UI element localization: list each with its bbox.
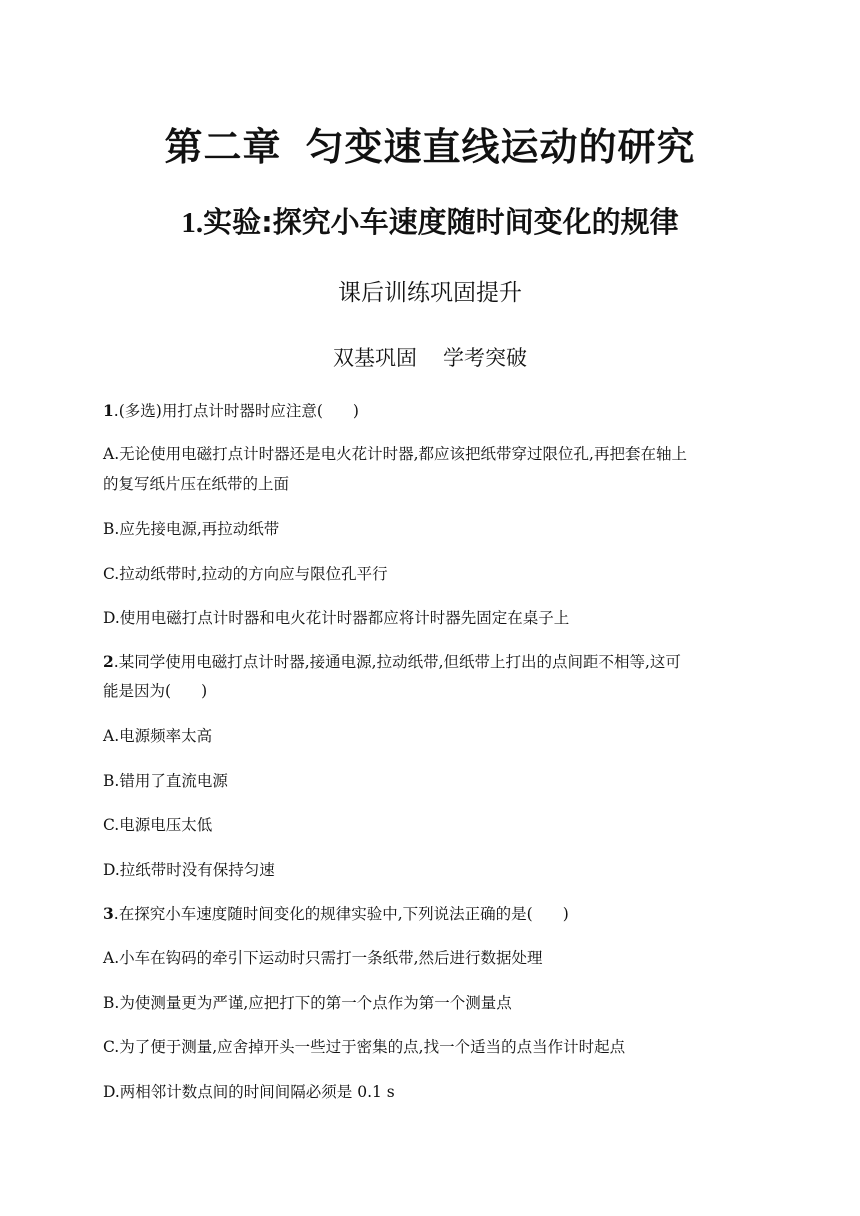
section-number: 1. bbox=[181, 207, 204, 239]
chapter-label: 第二章 bbox=[164, 125, 282, 169]
question-1-option-c: C.拉动纸带时,拉动的方向应与限位孔平行 bbox=[103, 565, 388, 583]
question-1-option-a-cont: 的复写纸片压在纸带的上面 bbox=[103, 475, 290, 493]
question-1-option-b: B.应先接电源,再拉动纸带 bbox=[103, 520, 280, 538]
subtitle: 课后训练巩固提升 bbox=[338, 280, 522, 306]
question-2-option-c: C.电源电压太低 bbox=[103, 816, 213, 834]
part-a-label: 双基巩固 bbox=[333, 346, 417, 370]
question-3-option-b: B.为使测量更为严谨,应把打下的第一个点作为第一个测量点 bbox=[103, 994, 512, 1012]
section-title bbox=[0, 200, 860, 241]
question-1-option-a: A.无论使用电磁打点计时器还是电火花计时器,都应该把纸带穿过限位孔,再把套在轴上 bbox=[103, 445, 687, 463]
question-2-option-a: A.电源频率太高 bbox=[103, 727, 213, 745]
question-number: 3 bbox=[103, 904, 114, 923]
question-number: 1 bbox=[103, 401, 114, 420]
question-2-stem-cont: 能是因为( ) bbox=[103, 682, 208, 700]
question-2-stem: 2.某同学使用电磁打点计时器,接通电源,拉动纸带,但纸带上打出的点间距不相等,这可 bbox=[103, 652, 681, 671]
chapter-name: 匀变速直线运动的研究 bbox=[305, 125, 696, 169]
question-1-stem: 1.(多选)用打点计时器时应注意( ) bbox=[103, 401, 359, 420]
section-name: 实验:探究小车速度随时间变化的规律 bbox=[203, 205, 679, 239]
part-heading bbox=[0, 342, 860, 372]
question-2-option-b: B.错用了直流电源 bbox=[103, 772, 228, 790]
part-b-label: 学考突破 bbox=[443, 346, 527, 370]
question-3-option-d: D.两相邻计数点间的时间间隔必须是 0.1 s bbox=[103, 1083, 395, 1101]
question-3-stem: 3.在探究小车速度随时间变化的规律实验中,下列说法正确的是( ) bbox=[103, 904, 569, 923]
chapter-title bbox=[0, 116, 860, 171]
question-3-option-a: A.小车在钩码的牵引下运动时只需打一条纸带,然后进行数据处理 bbox=[103, 949, 543, 967]
question-3-option-c: C.为了便于测量,应舍掉开头一些过于密集的点,找一个适当的点当作计时起点 bbox=[103, 1038, 626, 1056]
question-1-option-d: D.使用电磁打点计时器和电火花计时器都应将计时器先固定在桌子上 bbox=[103, 609, 570, 627]
question-number: 2 bbox=[103, 652, 114, 671]
question-2-option-d: D.拉纸带时没有保持匀速 bbox=[103, 861, 275, 879]
